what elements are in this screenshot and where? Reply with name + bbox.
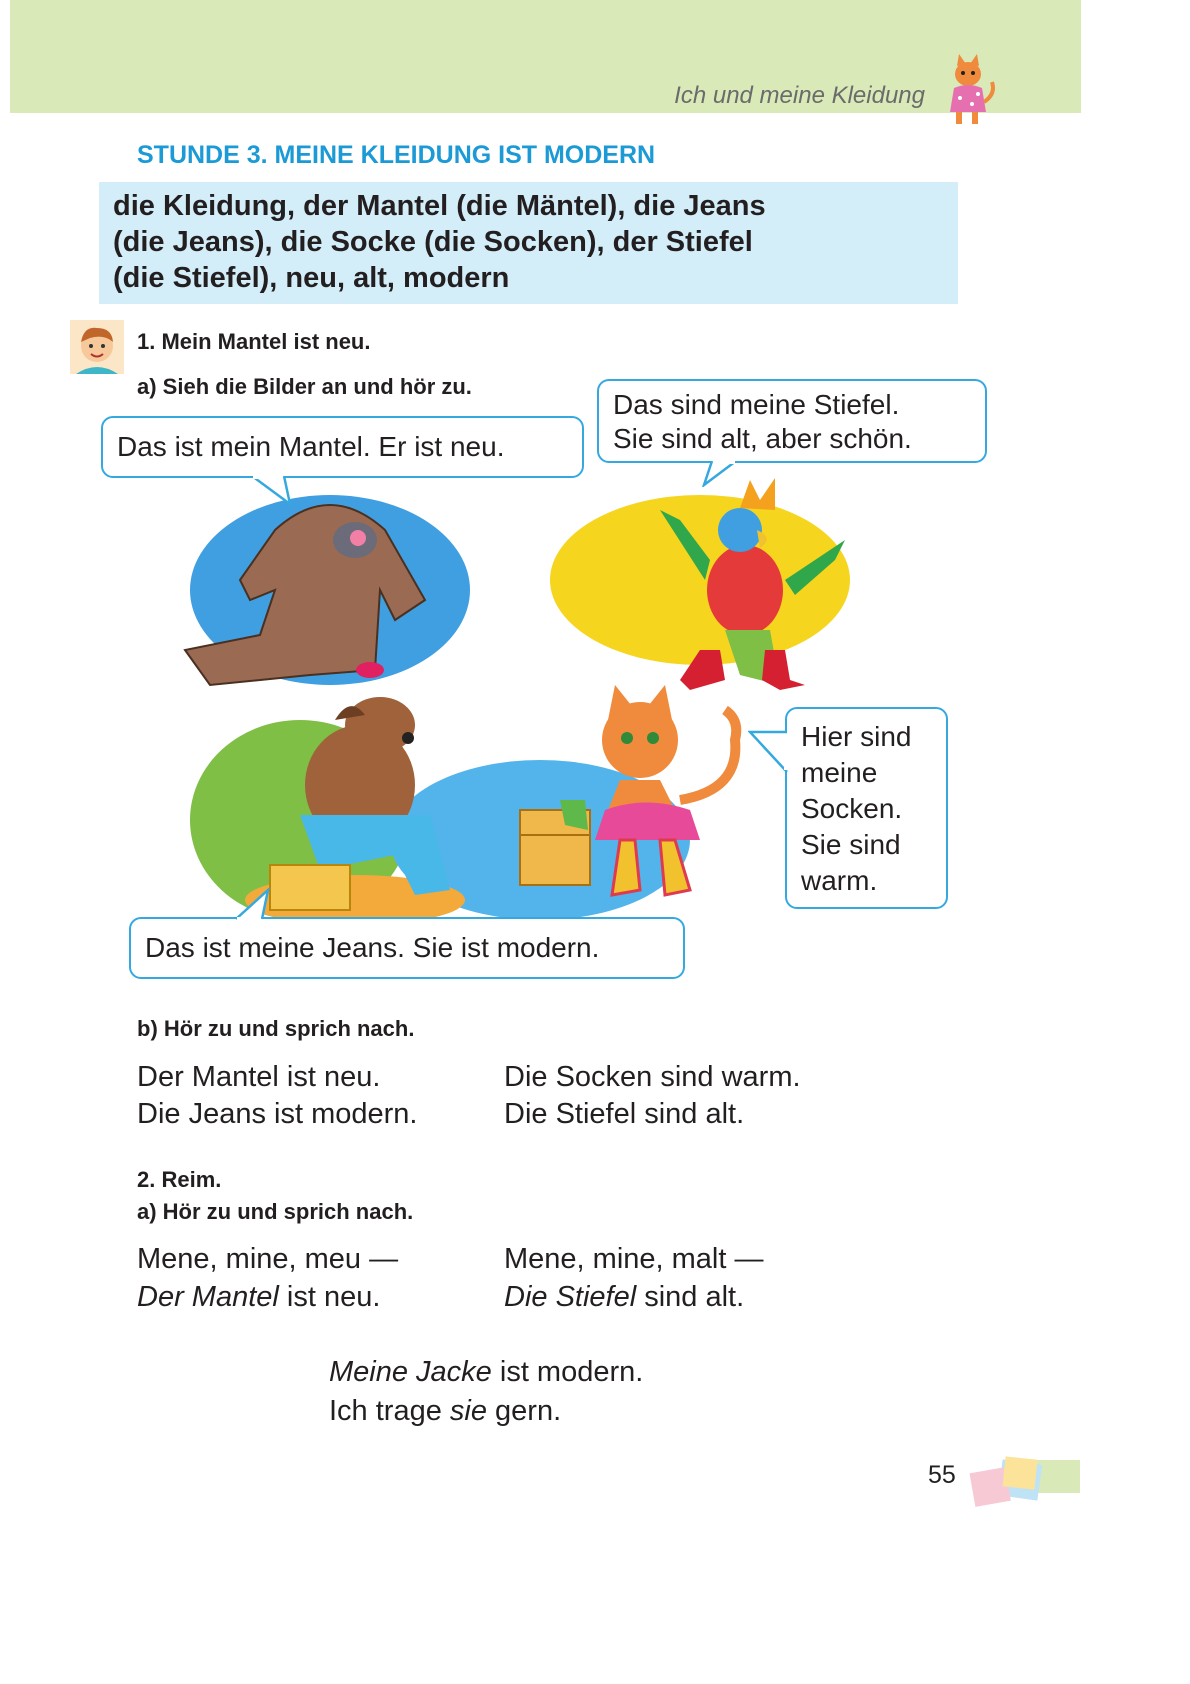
speech-bubble-jeans xyxy=(129,917,685,979)
rhyme-line xyxy=(504,1281,744,1314)
vocabulary-line: die Kleidung, der Mantel (die Mäntel), die Jeans xyxy=(113,190,766,222)
bubble-text: meine xyxy=(801,757,878,788)
rhyme-line: Mene, mine, malt — xyxy=(504,1243,764,1275)
lesson-title: STUNDE 3. MEINE KLEIDUNG IST MODERN xyxy=(137,141,656,169)
clothing-animals-illustration xyxy=(180,470,880,930)
bubble-text: Das ist meine Jeans. Sie ist modern. xyxy=(145,932,600,963)
rhyme-text: sind alt. xyxy=(636,1281,745,1313)
boy-listening-icon xyxy=(70,320,124,374)
bubble-text: Socken. xyxy=(801,793,903,824)
speech-bubble-tail xyxy=(232,888,272,920)
bubble-text: Sie sind alt, aber schön. xyxy=(613,423,912,454)
exercise-2-title: 2. Reim. xyxy=(137,1167,222,1192)
rhyme-italic: Die Stiefel xyxy=(504,1281,637,1313)
exercise-1-task-a: a) Sieh die Bilder an und hör zu. xyxy=(137,374,472,399)
bubble-text: Das sind meine Stiefel. xyxy=(613,389,900,420)
speech-bubble-socken xyxy=(785,707,948,909)
exercise-1-task-b: b) Hör zu und sprich nach. xyxy=(137,1016,415,1041)
rhyme-text: ist modern. xyxy=(491,1356,644,1388)
exercise-2-task-a: a) Hör zu und sprich nach. xyxy=(137,1199,414,1224)
section-title: Ich und meine Kleidung xyxy=(674,82,925,109)
rhyme-text: Ich trage xyxy=(329,1395,450,1427)
rhyme-text: gern. xyxy=(486,1395,562,1427)
sentence: Die Jeans ist modern. xyxy=(137,1098,418,1130)
rhyme-line xyxy=(137,1281,380,1314)
bubble-text: Hier sind xyxy=(801,721,912,752)
exercise-1-title: 1. Mein Mantel ist neu. xyxy=(137,329,371,354)
vocabulary-line: (die Jeans), die Socke (die Socken), der Stiefel xyxy=(113,226,753,258)
sentence: Die Socken sind warm. xyxy=(504,1061,801,1093)
rhyme-line xyxy=(329,1356,643,1389)
rhyme-line: Mene, mine, meu — xyxy=(137,1243,399,1275)
vocabulary-line: (die Stiefel), neu, alt, modern xyxy=(113,262,510,294)
sentence: Die Stiefel sind alt. xyxy=(504,1098,745,1130)
rhyme-italic: Meine Jacke xyxy=(329,1356,492,1388)
page-number: 55 xyxy=(928,1461,956,1489)
bubble-text: warm. xyxy=(801,865,878,896)
speech-bubble-mantel xyxy=(101,416,584,478)
bubble-text: Sie sind xyxy=(801,829,901,860)
speech-bubble-tail xyxy=(250,476,300,506)
rhyme-italic: sie xyxy=(449,1395,487,1427)
speech-bubble-stiefel xyxy=(597,379,987,463)
cat-mascot-icon xyxy=(938,52,998,130)
rhyme-text: ist neu. xyxy=(278,1281,381,1313)
speech-bubble-tail xyxy=(748,728,788,778)
rhyme-line xyxy=(329,1395,561,1428)
sentence: Der Mantel ist neu. xyxy=(137,1061,381,1093)
bubble-text: Das ist mein Mantel. Er ist neu. xyxy=(117,431,505,462)
rhyme-italic: Der Mantel xyxy=(137,1281,279,1313)
speech-bubble-tail xyxy=(700,461,740,487)
page-corner-decoration xyxy=(960,1456,1082,1508)
